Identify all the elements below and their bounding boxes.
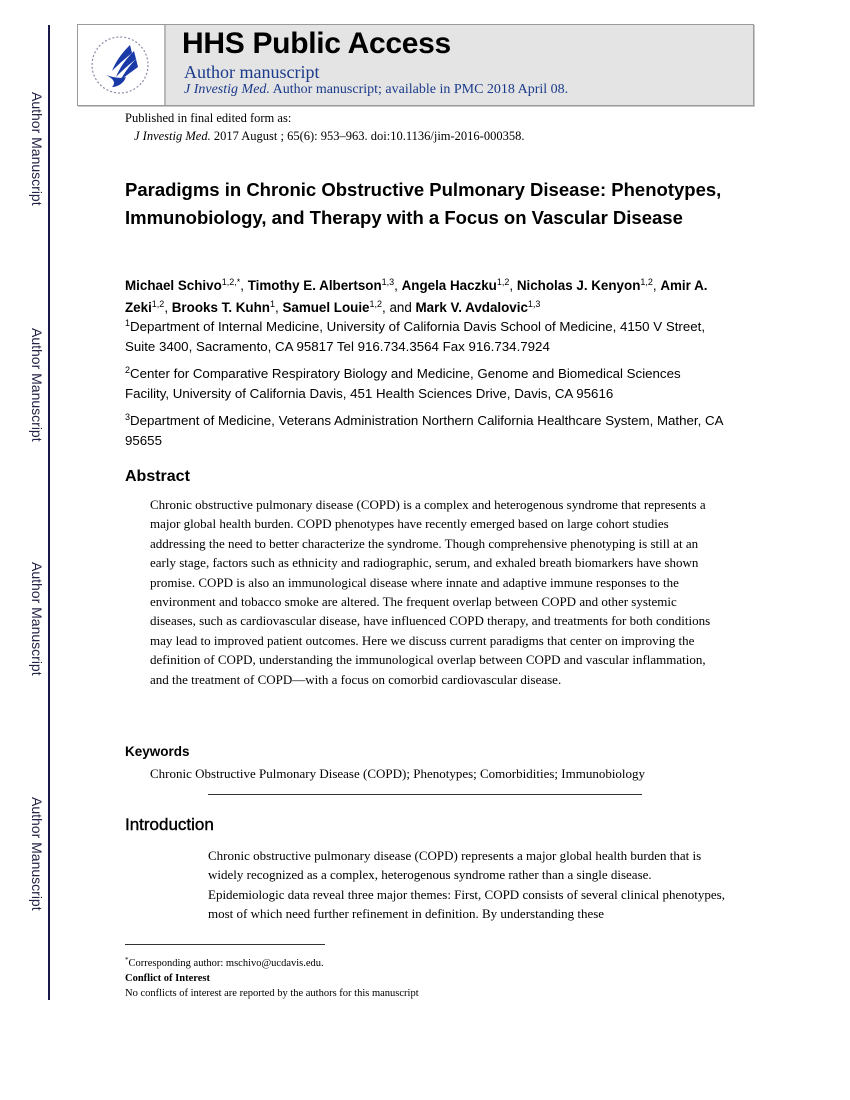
author-separator: , (164, 300, 172, 315)
author-separator: , (509, 278, 517, 293)
citation-journal: J Investig Med. (134, 129, 211, 143)
keywords-text: Chronic Obstructive Pulmonary Disease (COPD); Phenotypes; Comorbidities; Immunobiology (150, 766, 646, 781)
author-separator: , (240, 278, 248, 293)
availability-line (184, 82, 568, 98)
conflict-text: No conflicts of interest are reported by the authors for this manuscript (125, 988, 419, 999)
publication-citation (125, 127, 524, 145)
author-name: Brooks T. Kuhn (171, 300, 270, 315)
margin-label: Author Manuscript (29, 797, 45, 911)
hhs-title: HHS Public Access (182, 27, 451, 60)
margin-rule (48, 25, 50, 1000)
author-affiliation-sup: 1,2,* (221, 277, 241, 287)
author-affiliation-sup: 1,2 (640, 277, 653, 287)
author-name: Nicholas J. Kenyon (516, 278, 641, 293)
affiliation-number: 2 (125, 365, 131, 375)
author-name: Angela Haczku (401, 278, 497, 293)
conflict-heading-text: Conflict of Interest (125, 973, 210, 984)
margin-label: Author Manuscript (29, 562, 45, 676)
margin-label: Author Manuscript (29, 328, 45, 442)
introduction-text: Chronic obstructive pulmonary disease (COPD) represents a major global health burden that is widely recognized as a complex, heterogenous syndrome rather than a single disease. Epidemiologic data reveal three major themes: First, COPD consists of several clinical phenotypes, most of which need further refinement in definition. By understanding these (208, 848, 725, 922)
abstract-heading: Abstract (125, 468, 190, 485)
author-separator: , (652, 278, 661, 293)
affiliation-number: 1 (125, 318, 131, 328)
corresponding-text: Corresponding author: mschivo@ucdavis.edu. (128, 958, 324, 969)
author-affiliation-sup: 1,2 (496, 277, 510, 287)
section-divider (208, 794, 642, 795)
keywords-heading: Keywords (125, 744, 190, 759)
author-affiliation-sup: 1,3 (527, 299, 541, 309)
hhs-eagle-logo (78, 25, 166, 105)
author-list (125, 275, 730, 319)
author-name: Timothy E. Albertson (247, 278, 382, 293)
affiliation-text: Center for Comparative Respiratory Biology and Medicine, Genome and Biomedical Sciences Facility, University of California Davis, 451 Health Sciences Drive, Davis, CA 95616 (125, 366, 681, 401)
author-affiliation-sup: 1,2 (151, 299, 165, 309)
introduction-heading: Introduction (125, 815, 214, 834)
abstract-text: Chronic obstructive pulmonary disease (COPD) is a complex and heterogenous syndrome that represents a major global health burden. COPD phenotypes have recently emerged based on large cohort studies addressing the need to better characterize the syndrome. Though comprehensive phenotyping is still at an early stage, factors such as ethnicity and radiographic, serum, and exhaled breath biomarkers have shown promise. COPD is also an immunological disease where innate and adaptive immune responses to the environment and tobacco smoke are altered. The frequent overlap between COPD and other systemic diseases, such as cardiovascular disease, have influenced COPD therapy, and treatments for both conditions may lead to improved patient outcomes. Here we discuss current paradigms that center on improving the definition of COPD, understanding the immunological overlap between COPD and vascular inflammation, and the treatment of COPD—with a focus on comorbid cardiovascular disease. (150, 497, 711, 687)
author-separator: , and (382, 300, 416, 315)
affiliation-number: 3 (125, 412, 131, 422)
author-affiliation-sup: 1,3 (381, 277, 395, 287)
affiliation-text: Department of Medicine, Veterans Administration Northern California Healthcare System, Mather, CA 95655 (125, 413, 723, 448)
footnotes (125, 956, 419, 1001)
author-name: Samuel Louie (282, 300, 370, 315)
corresponding-author (125, 956, 419, 971)
publication-label: Published in final edited form as: (125, 111, 292, 125)
author-name: Michael Schivo (125, 278, 222, 293)
hhs-header (77, 24, 754, 106)
author-name: Amir A. Zeki (125, 278, 708, 315)
footnote-marker: * (125, 956, 129, 964)
hhs-eagle-icon (86, 31, 154, 99)
affiliation (125, 317, 725, 357)
affiliation (125, 411, 725, 451)
footnote-divider (125, 944, 325, 945)
conflict-heading (125, 971, 419, 986)
author-separator: , (274, 300, 283, 315)
affiliation-text: Department of Internal Medicine, University of California Davis School of Medicine, 4150 V Street, Suite 3400, Sacramento, CA 95817 Tel 916.734.3564 Fax 916.734.7924 (125, 319, 706, 354)
author-separator: , (394, 278, 402, 293)
manuscript-type: Author manuscript (184, 62, 320, 82)
author-affiliation-sup: 1,2 (369, 299, 383, 309)
author-affiliation-sup: 1 (269, 299, 275, 309)
affiliation (125, 364, 725, 404)
availability-text: Author manuscript; available in PMC 2018 April 08. (272, 82, 569, 97)
article-title: Paradigms in Chronic Obstructive Pulmonary Disease: Phenotypes, Immunobiology, and Therapy with a Focus on Vascular Disease (125, 179, 722, 228)
publication-info (125, 109, 524, 145)
journal-name: J Investig Med. (184, 82, 270, 97)
author-name: Mark V. Avdalovic (415, 300, 528, 315)
citation-text: 2017 August ; 65(6): 953–963. doi:10.1136/jim-2016-000358. (213, 129, 525, 143)
margin-label: Author Manuscript (29, 92, 45, 206)
